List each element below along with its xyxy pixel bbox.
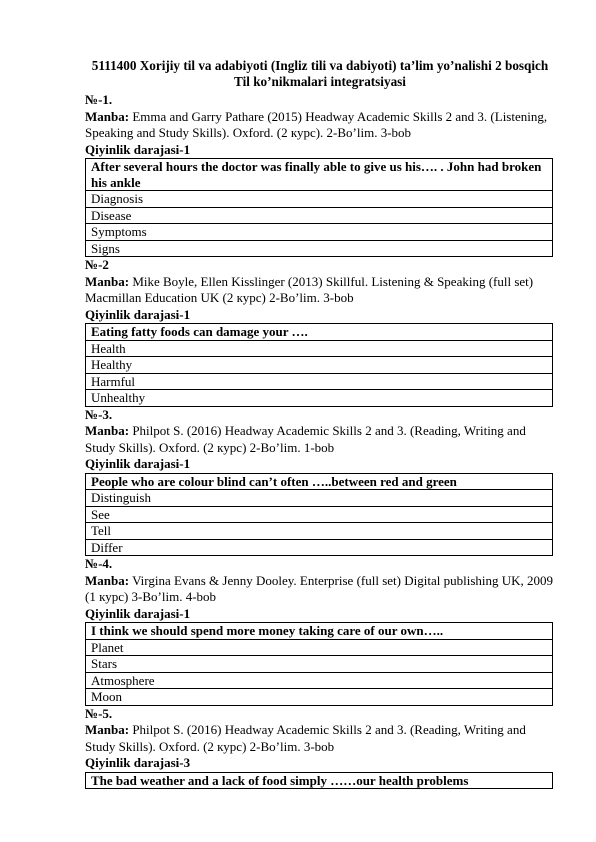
source-text: Emma and Garry Pathare (2015) Headway Academic Skills 2 and 3. (Listening, Speaking and Study Skills). Oxford. (2 курс). 2-Bo’lim. 3-bob bbox=[85, 108, 548, 140]
answer-option: Atmosphere bbox=[86, 672, 553, 689]
answer-option: Unhealthy bbox=[86, 390, 553, 407]
source-text: Philpot S. (2016) Headway Academic Skills 2 and 3. (Reading, Writing and Study Skills). Oxford. (2 курс) 2-Bo’lim. 1-bob bbox=[85, 423, 526, 455]
source-text: Mike Boyle, Ellen Kisslinger (2013) Skillful. Listening & Speaking (full set) Macmillan Education UK (2 курс) 2-Bo’lim. 3-bob bbox=[85, 273, 534, 305]
question-block bbox=[85, 706, 553, 790]
answer-option-row bbox=[86, 207, 553, 224]
answer-option-row bbox=[86, 672, 553, 689]
answer-option: Stars bbox=[86, 656, 553, 673]
question-block bbox=[85, 407, 553, 557]
question-table bbox=[85, 622, 553, 706]
question-number: №-5. bbox=[85, 705, 113, 721]
answer-option: Planet bbox=[86, 639, 553, 656]
question-stem-row bbox=[86, 159, 553, 191]
question-source bbox=[85, 423, 553, 456]
question-table bbox=[85, 772, 553, 790]
question-stem-row bbox=[86, 623, 553, 640]
question-stem: I think we should spend more money taking care of our own….. bbox=[86, 623, 553, 640]
answer-option: Symptoms bbox=[86, 224, 553, 241]
answer-option: Healthy bbox=[86, 357, 553, 374]
answer-option: Tell bbox=[86, 523, 553, 540]
question-number: №-4. bbox=[85, 556, 113, 571]
answer-option-row bbox=[86, 506, 553, 523]
answer-option: Differ bbox=[86, 539, 553, 556]
question-number: №-2 bbox=[85, 257, 109, 272]
answer-option: Distinguish bbox=[86, 490, 553, 507]
question-number: №-1. bbox=[85, 92, 113, 107]
question-stem-row bbox=[86, 324, 553, 341]
answer-option: See bbox=[86, 506, 553, 523]
source-label: Manba: bbox=[85, 273, 130, 289]
answer-option-row bbox=[86, 390, 553, 407]
answer-option-row bbox=[86, 656, 553, 673]
question-source bbox=[85, 109, 553, 142]
answer-option: Diagnosis bbox=[86, 191, 553, 208]
question-stem: People who are colour blind can’t often …..between red and green bbox=[86, 473, 553, 490]
source-label: Manba: bbox=[85, 108, 130, 124]
answer-option-row bbox=[86, 523, 553, 540]
answer-option: Disease bbox=[86, 207, 553, 224]
question-source bbox=[85, 722, 553, 755]
question-stem-row bbox=[86, 772, 553, 789]
source-label: Manba: bbox=[85, 423, 130, 438]
difficulty-level: Qiyinlik darajasi-1 bbox=[85, 306, 191, 322]
question-block bbox=[85, 556, 553, 706]
answer-option-row bbox=[86, 240, 553, 257]
question-table bbox=[85, 473, 553, 557]
answer-option-row bbox=[86, 357, 553, 374]
answer-option: Harmful bbox=[86, 373, 553, 390]
answer-option-row bbox=[86, 191, 553, 208]
answer-option: Moon bbox=[86, 689, 553, 706]
answer-option: Health bbox=[86, 340, 553, 357]
difficulty-level: Qiyinlik darajasi-3 bbox=[85, 755, 191, 770]
source-text: Philpot S. (2016) Headway Academic Skills 2 and 3. (Reading, Writing and Study Skills). Oxford. (2 курс) 2-Bo’lim. 3-bob bbox=[85, 722, 526, 754]
answer-option-row bbox=[86, 689, 553, 706]
source-text: Virgina Evans & Jenny Dooley. Enterprise (full set) Digital publishing UK, 2009 (1 курс) 3-Bo’lim. 4-bob bbox=[85, 572, 554, 604]
source-label: Manba: bbox=[85, 722, 130, 737]
question-block bbox=[85, 257, 553, 407]
answer-option: Signs bbox=[86, 240, 553, 257]
source-label: Manba: bbox=[85, 572, 130, 588]
question-number: №-3. bbox=[85, 406, 113, 422]
answer-option-row bbox=[86, 373, 553, 390]
question-stem: Eating fatty foods can damage your …. bbox=[86, 324, 553, 341]
document-title: 5111400 Xorijiy til va adabiyoti (Ingliz tili va dabiyoti) ta’lim yo’nalishi 2 bosqich Til ko’nikmalari integratsiyasi bbox=[91, 58, 549, 89]
question-stem-row bbox=[86, 473, 553, 490]
question-table bbox=[85, 158, 553, 257]
answer-option-row bbox=[86, 490, 553, 507]
answer-option-row bbox=[86, 539, 553, 556]
question-stem: After several hours the doctor was finally able to give us his…. . John had broken his ankle bbox=[86, 159, 553, 191]
question-block bbox=[85, 92, 553, 257]
question-stem: The bad weather and a lack of food simply ……our health problems bbox=[86, 772, 553, 789]
difficulty-level: Qiyinlik darajasi-1 bbox=[85, 456, 191, 471]
difficulty-level: Qiyinlik darajasi-1 bbox=[85, 141, 191, 157]
answer-option-row bbox=[86, 639, 553, 656]
difficulty-level: Qiyinlik darajasi-1 bbox=[85, 605, 191, 621]
question-table bbox=[85, 323, 553, 407]
question-source bbox=[85, 573, 553, 606]
question-source bbox=[85, 274, 553, 307]
answer-option-row bbox=[86, 340, 553, 357]
answer-option-row bbox=[86, 224, 553, 241]
question-list bbox=[85, 92, 553, 789]
